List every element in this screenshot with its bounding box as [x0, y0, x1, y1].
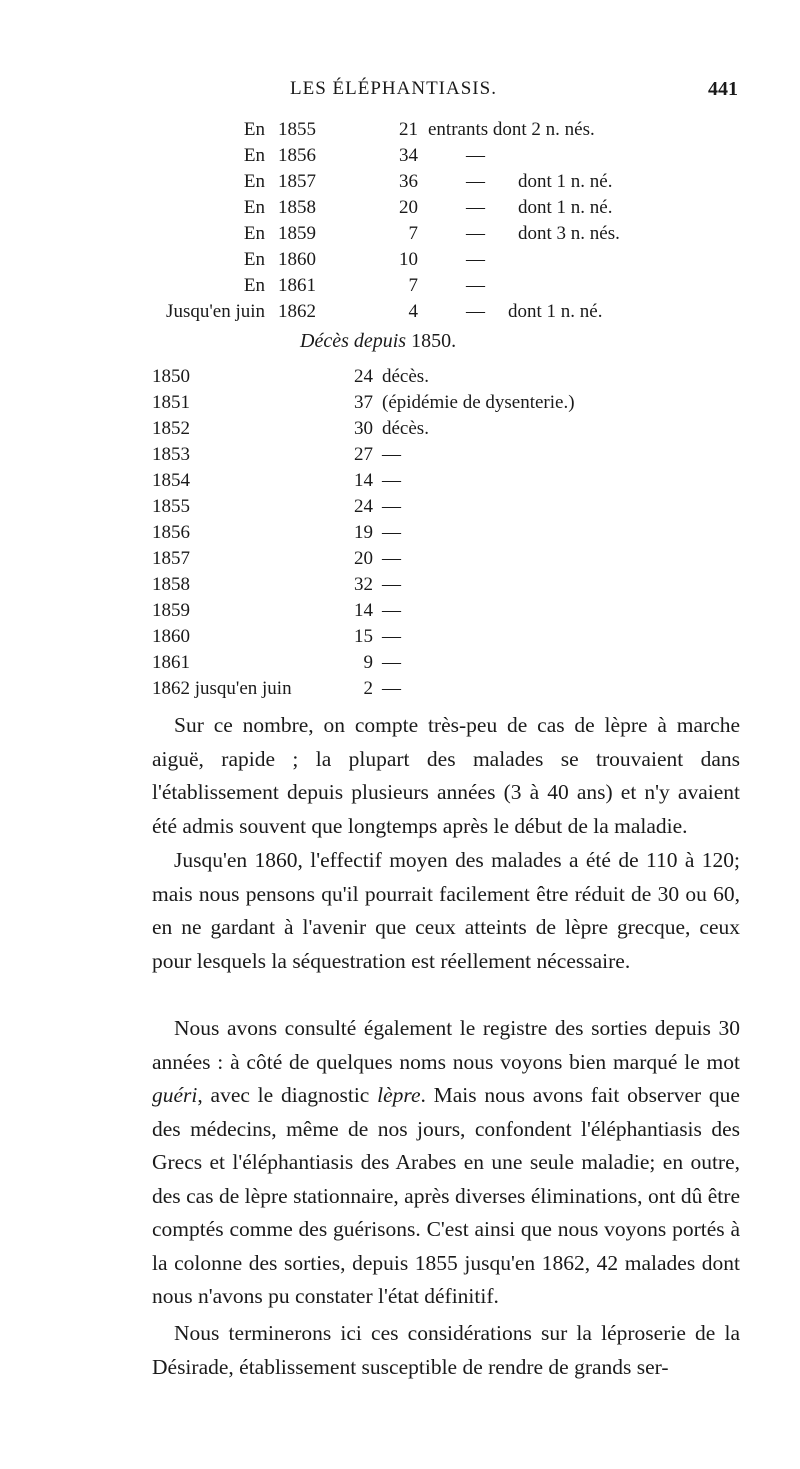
body-paragraph — [152, 844, 740, 978]
death-note: (épidémie de dysenterie.) — [382, 392, 575, 413]
death-year: 1855 — [152, 496, 190, 517]
death-count: 2 — [363, 678, 373, 699]
entry-prefix: En — [243, 171, 265, 192]
death-year: 1859 — [152, 600, 190, 621]
entry-count: 34 — [399, 145, 418, 166]
death-row — [0, 598, 800, 624]
entry-prefix: Jusqu'en juin — [166, 301, 265, 322]
deaths-heading — [300, 330, 456, 353]
death-year: 1851 — [152, 392, 190, 413]
entry-prefix: En — [243, 249, 265, 270]
death-note: — — [382, 548, 401, 569]
death-count: 14 — [354, 470, 373, 491]
death-note: — — [382, 444, 401, 465]
entry-note: dont 1 n. né. — [518, 197, 613, 218]
death-count: 27 — [354, 444, 373, 465]
entry-year: 1862 — [278, 301, 316, 322]
death-row — [0, 390, 800, 416]
paragraph-text: . Mais nous avons fait observer que des médecins, même de nos jours, confondent l'éléphantiasis des Grecs et l'éléphantiasis des Arabes en une seule maladie; en outre, des cas de lèpre stationnaire, après diverses éliminations, ont dû être comptés comme des guérisons. C'est ainsi que nous voyons portés à la colonne des sorties, depuis 1855 jusqu'en 1862, 42 malades dont nous n'avons pu constater l'état définitif. — [152, 1083, 740, 1308]
body-paragraph — [152, 1317, 740, 1384]
death-note: — — [382, 496, 401, 517]
death-count: 32 — [354, 574, 373, 595]
paragraph-text: Nous avons consulté également le registre des sorties depuis 30 années : à côté de quelques noms nous voyons bien marqué le mot — [152, 1016, 740, 1074]
entry-prefix: En — [243, 275, 265, 296]
death-count: 15 — [354, 626, 373, 647]
death-year: 1854 — [152, 470, 190, 491]
entry-year: 1859 — [278, 223, 316, 244]
body-paragraph — [152, 709, 740, 843]
death-note: — — [382, 678, 401, 699]
death-row — [0, 494, 800, 520]
entry-desc: — — [466, 223, 485, 244]
death-row — [0, 416, 800, 442]
entry-row — [0, 143, 800, 169]
death-year: 1857 — [152, 548, 190, 569]
death-note: — — [382, 600, 401, 621]
death-row — [0, 676, 800, 702]
entry-row — [0, 247, 800, 273]
death-year: 1861 — [152, 652, 190, 673]
entry-desc: — — [466, 249, 485, 270]
paragraph-text: Sur ce nombre, on compte très-peu de cas de lèpre à marche aiguë, rapide ; la plupart des malades se trouvaient dans l'établissement depuis plusieurs années (3 à 40 ans) et n'y avaient été admis souvent que longtemps après le début de la maladie. — [152, 713, 740, 838]
entry-note: dont 1 n. né. — [508, 301, 603, 322]
entry-note: dont 3 n. nés. — [518, 223, 620, 244]
entry-desc: — — [466, 301, 485, 322]
entry-desc: — — [466, 197, 485, 218]
death-year: 1850 — [152, 366, 190, 387]
entry-count: 21 — [399, 119, 418, 140]
entry-count: 10 — [399, 249, 418, 270]
death-year: 1852 — [152, 418, 190, 439]
death-year: 1860 — [152, 626, 190, 647]
entry-count: 20 — [399, 197, 418, 218]
entry-row — [0, 117, 800, 143]
death-note: — — [382, 522, 401, 543]
death-row — [0, 364, 800, 390]
entry-prefix: En — [243, 145, 265, 166]
entry-year: 1857 — [278, 171, 316, 192]
entry-year: 1860 — [278, 249, 316, 270]
entry-count: 4 — [408, 301, 418, 322]
entry-prefix: En — [243, 119, 265, 140]
deaths-heading-text: Décès depuis — [300, 330, 407, 352]
death-year: 1862 jusqu'en juin — [152, 678, 292, 699]
entry-count: 7 — [408, 223, 418, 244]
paragraph-text: Nous terminerons ici ces considérations sur la léproserie de la Désirade, établissement susceptible de rendre de grands ser- — [152, 1321, 740, 1379]
death-count: 9 — [363, 652, 373, 673]
entry-prefix: En — [243, 197, 265, 218]
death-year: 1858 — [152, 574, 190, 595]
entry-row — [0, 221, 800, 247]
death-note: décès. — [382, 418, 429, 439]
death-count: 14 — [354, 600, 373, 621]
entry-year: 1856 — [278, 145, 316, 166]
entry-year: 1855 — [278, 119, 316, 140]
entry-desc: — — [466, 275, 485, 296]
death-count: 20 — [354, 548, 373, 569]
death-row — [0, 546, 800, 572]
death-note: — — [382, 652, 401, 673]
death-count: 24 — [354, 496, 373, 517]
death-note: — — [382, 470, 401, 491]
entry-row — [0, 195, 800, 221]
entry-row — [0, 169, 800, 195]
death-count: 30 — [354, 418, 373, 439]
page-number: 441 — [708, 78, 738, 100]
death-row — [0, 442, 800, 468]
death-year: 1856 — [152, 522, 190, 543]
death-count: 24 — [354, 366, 373, 387]
death-count: 19 — [354, 522, 373, 543]
entry-note: dont 1 n. né. — [518, 171, 613, 192]
emphasis-lepre: lèpre — [377, 1083, 421, 1107]
death-row — [0, 650, 800, 676]
running-header: LES ÉLÉPHANTIASIS. — [290, 78, 497, 99]
entry-desc: entrants dont 2 n. nés. — [428, 119, 595, 140]
entry-prefix: En — [243, 223, 265, 244]
paragraph-text: , avec le diagnostic — [197, 1083, 378, 1107]
body-paragraph — [152, 1012, 740, 1314]
death-note: — — [382, 626, 401, 647]
entry-row — [0, 273, 800, 299]
death-row — [0, 624, 800, 650]
death-note: — — [382, 574, 401, 595]
entry-year: 1858 — [278, 197, 316, 218]
entry-row — [0, 299, 800, 325]
paragraph-text: Jusqu'en 1860, l'effectif moyen des malades a été de 110 à 120; mais nous pensons qu'il pourrait facilement être réduit de 30 ou 60, en ne gardant à l'avenir que ceux atteints de lèpre grecque, ceux pour lesquels la séquestration est réellement nécessaire. — [152, 848, 740, 973]
entry-count: 7 — [408, 275, 418, 296]
death-row — [0, 572, 800, 598]
emphasis-gueri: guéri — [152, 1083, 198, 1107]
entry-year: 1861 — [278, 275, 316, 296]
death-note: décès. — [382, 366, 429, 387]
death-row — [0, 468, 800, 494]
entry-desc: — — [466, 171, 485, 192]
deaths-heading-year: 1850. — [411, 330, 457, 352]
entry-desc: — — [466, 145, 485, 166]
death-row — [0, 520, 800, 546]
entry-count: 36 — [399, 171, 418, 192]
death-year: 1853 — [152, 444, 190, 465]
death-count: 37 — [354, 392, 373, 413]
